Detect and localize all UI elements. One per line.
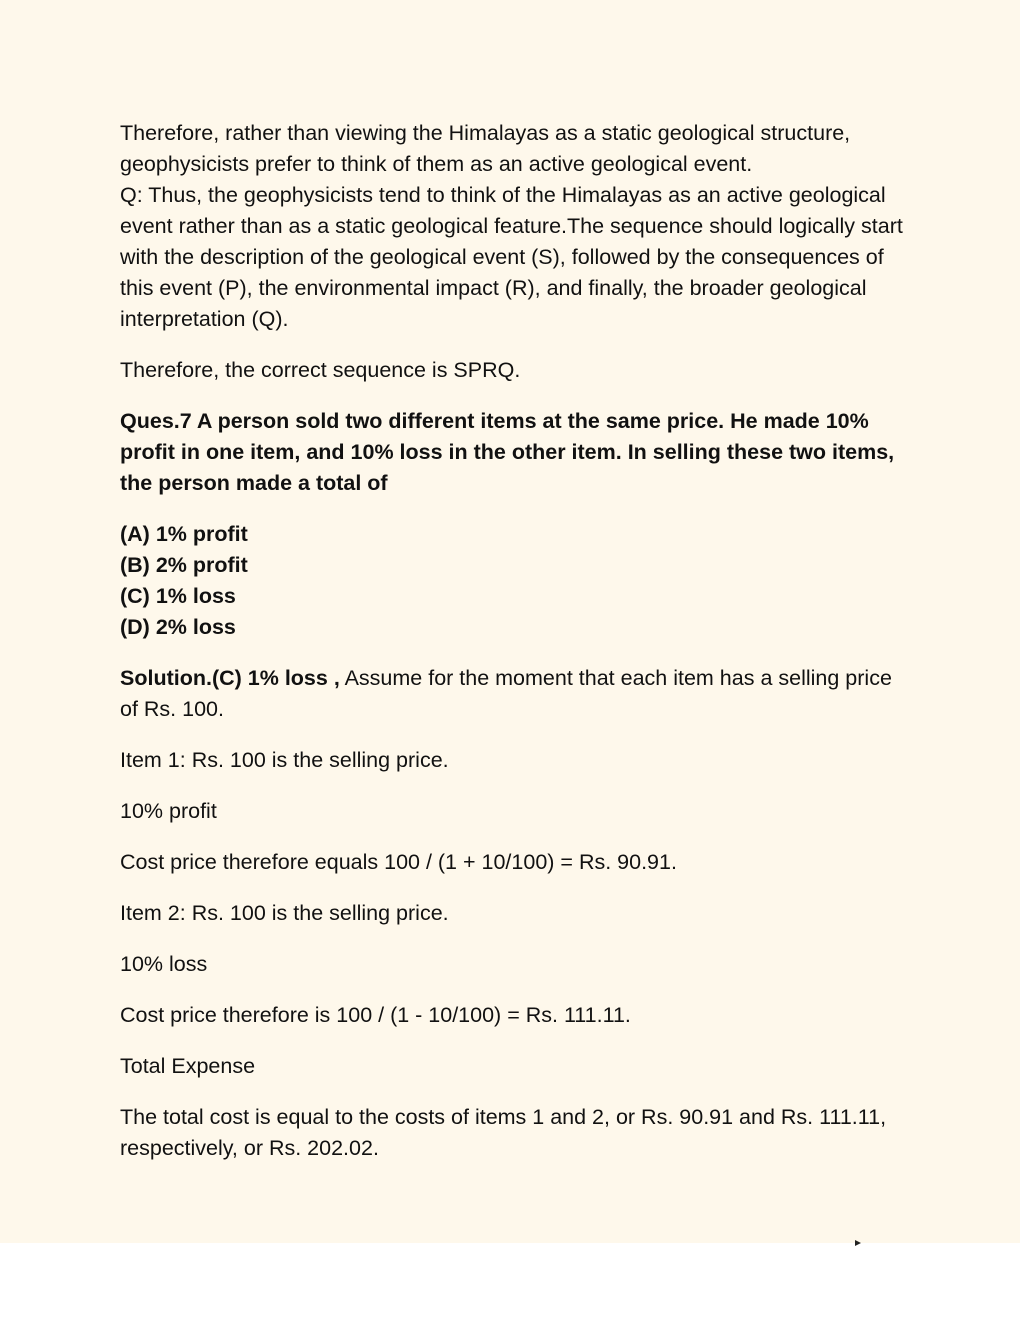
option-b: (B) 2% profit	[120, 553, 248, 577]
solution-paragraph	[120, 663, 910, 725]
solution-intro: Assume for the moment that each item has a selling price of Rs. 100.	[120, 666, 892, 721]
solution-step: The total cost is equal to the costs of items 1 and 2, or Rs. 90.91 and Rs. 111.11, respectively, or Rs. 202.02.	[120, 1105, 887, 1160]
cursor-pointer-icon	[855, 1240, 861, 1246]
q-explanation-paragraph: Q: Thus, the geophysicists tend to think of the Himalayas as an active geological event rather than as a static geological feature.The sequence should logically start with the description of the geological event (S), followed by the consequences of this event (P), the environmental impact (R), and finally, the broader geological interpretation (Q).	[120, 183, 903, 331]
solution-step: 10% loss	[120, 952, 208, 976]
solution-step: 10% profit	[120, 799, 217, 823]
option-d: (D) 2% loss	[120, 615, 236, 639]
question-7-text: Ques.7 A person sold two different items at the same price. He made 10% profit in one item, and 10% loss in the other item. In selling these two items, the person made a total of	[120, 409, 895, 495]
solution-step: Item 2: Rs. 100 is the selling price.	[120, 901, 449, 925]
solution-step: Item 1: Rs. 100 is the selling price.	[120, 748, 449, 772]
solution-step: Total Expense	[120, 1054, 256, 1078]
solution-step: Cost price therefore is 100 / (1 - 10/100) = Rs. 111.11.	[120, 1003, 631, 1027]
solution-step: Cost price therefore equals 100 / (1 + 10/100) = Rs. 90.91.	[120, 850, 677, 874]
solution-answer: Solution.(C) 1% loss ,	[120, 666, 340, 690]
sequence-conclusion: Therefore, the correct sequence is SPRQ.	[120, 358, 521, 382]
document-body	[120, 118, 910, 1184]
option-c: (C) 1% loss	[120, 584, 236, 608]
option-a: (A) 1% profit	[120, 522, 248, 546]
answer-options	[120, 519, 910, 643]
intro-paragraph: Therefore, rather than viewing the Himalayas as a static geological structure, geophysicists prefer to think of them as an active geological event.	[120, 121, 851, 176]
